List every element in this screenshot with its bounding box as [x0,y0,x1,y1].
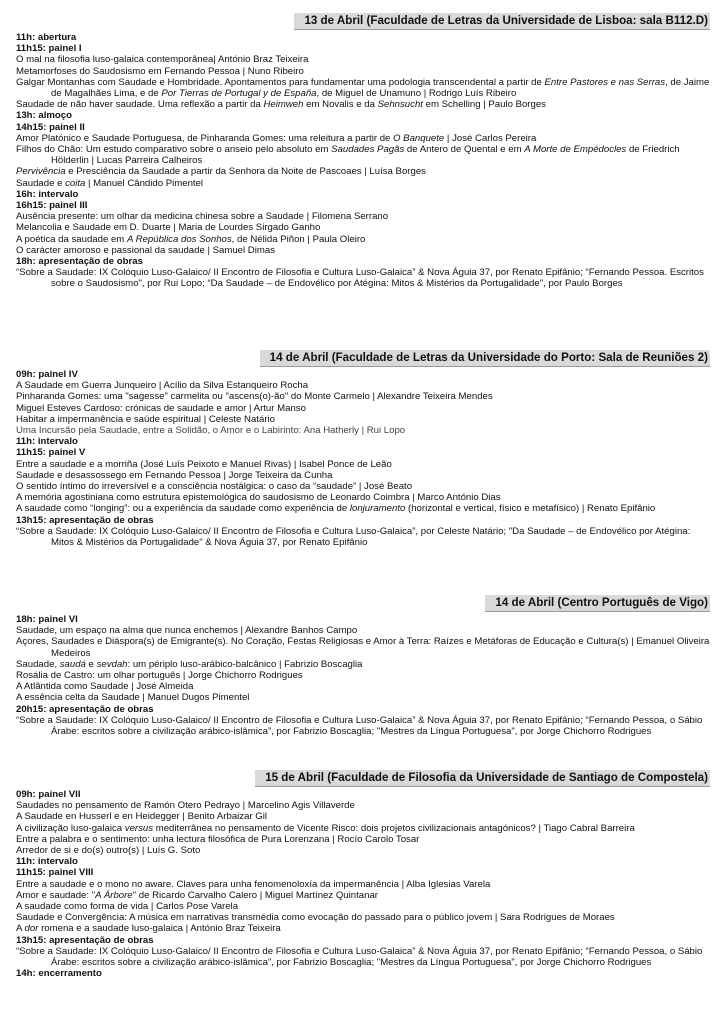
text-segment: (horizontal e vertical, físico e metafísico) | Renato Epifânio [405,503,656,515]
program-item [16,800,712,811]
program-item [16,890,712,901]
text-segment: “Sobre a Saudade: IX Colóquio Luso-Galaico/ II Encontro de Filosofia e Cultura Luso-Galaica”, por Celeste Natário; "Da Saudade – de Endovélico por Atégina: Mitos & Mistérios da Portugalidade" & Nova Águia 37, por Renato Epifânio [16,525,691,549]
text-segment: 20h15: apresentação de obras [16,703,154,715]
text-segment: Ausência presente: um olhar da medicina chinesa sobre a Saudade | Filomena Serrano [16,211,389,223]
day-header-row [0,13,724,30]
italic-title: A República dos Sonhos [126,233,232,245]
text-segment: Saudade e Convergência: A música em narrativas transmédia como evocação do passado para o público jovem | Sara Rodrigues de Moraes [16,912,615,924]
text-segment: A Saudade en Husserl e en Heidegger | Benito Arbaizar Gil [16,811,268,823]
text-segment: 11h: abertura [16,32,77,43]
italic-title: lonjuramento [349,503,406,515]
program-item [16,823,712,834]
text-segment: 09h: painel VII [16,789,81,800]
text-segment: , de Miguel de Unamuno | Rodrigo Luís Ribeiro [316,88,517,100]
program-item [16,659,712,670]
program-item [16,470,712,481]
text-segment: 11h15: painel V [16,447,86,459]
text-segment: 13h15: apresentação de obras [16,514,154,526]
day-section [0,770,724,980]
program-entries [0,32,724,290]
schedule-time [16,447,712,458]
text-segment: Saudade e [16,177,66,189]
text-segment: Entre a palabra e o sentimento: unha lectura filosófica de Pura Lorenzana | Rocío Carolo Tosar [16,833,420,845]
program-item [16,222,712,233]
program-item [16,391,712,402]
day-header: 14 de Abril (Faculdade de Letras da Universidade do Porto: Sala de Reuniões 2) [260,350,710,367]
text-segment: de Friedrich Hölderlin | Lucas Parreira Calheiros [51,144,680,167]
day-header-row [0,350,724,367]
schedule-time [16,369,712,380]
italic-title: Pervivência [16,166,66,178]
text-segment: Saudade, [16,658,60,670]
program-item [16,670,712,681]
text-segment: 11h: intervalo [16,856,78,868]
schedule-time [16,256,712,267]
text-segment: , de Jaime de Magalhães Lima, e de [51,76,710,100]
schedule-time [16,200,712,211]
program-item [16,845,712,856]
text-segment: A civilização luso-galaica [16,822,125,834]
day-header: 15 de Abril (Faculdade de Filosofia da Universidade de Santiago de Compostela) [255,770,710,787]
text-segment: O sentido íntimo do irreversível e a consciência nostálgica: o caso da “saudade” | José Beato [16,481,413,493]
text-segment: “Sobre a Saudade: IX Colóquio Luso-Galaico/ II Encontro de Filosofia e Cultura Luso-Galaica” & Nova Águia 37, por Renato Epifânio; “Fernando Pessoa. Escritos sobre o Saudosismo", por Rui Lopo; “Da Saudade – de Endovélico por Atégina: Mitos & Mistérios da Portugalidade", por Paulo Borges [16,267,704,290]
text-segment: 13h: almoço [16,110,72,122]
day-section [0,595,724,738]
day-header-row [0,595,724,612]
day-header: 14 de Abril (Centro Português de Vigo) [485,595,710,612]
text-segment: Rosália de Castro: um olhar português | Jorge Chichorro Rodrigues [16,670,303,682]
text-segment: , de Nélida Piñon | Paula Oleiro [231,233,366,245]
text-segment: Galgar Montanhas com Saudade e Hombridade. Apontamentos para fundamentar uma podologia transcendental a partir de [16,76,545,88]
text-segment: Entre a saudade e a morriña (José Luís Peixoto e Manuel Rivas) | Isabel Ponce de Leão [16,458,392,470]
schedule-time [16,110,712,121]
program-item [16,901,712,912]
text-segment: 11h: intervalo [16,436,78,448]
italic-title: Saudades Pagãs [331,144,405,156]
text-segment: 18h: painel VI [16,614,78,625]
schedule-time [16,856,712,867]
program-item [16,923,712,934]
program-item [16,636,712,658]
program-item [16,403,712,414]
text-segment: Metamorfoses do Saudosismo em Fernando Pessoa | Nuno Ribeiro [16,65,304,77]
text-segment: 16h15: painel III [16,200,88,212]
italic-title: A Árbore [95,889,133,901]
schedule-time [16,704,712,715]
schedule-time [16,789,712,800]
text-segment: A Atlântida como Saudade | José Almeida [16,681,194,693]
text-segment: Uma Incursão pela Saudade, entre a Solidão, o Amor e o Labirinto: Ana Hatherly | Rui Lopo [16,425,406,437]
program-item [16,912,712,923]
program-item [16,503,712,514]
schedule-time [16,867,712,878]
program-item [16,834,712,845]
program-item [16,715,712,737]
italic-title: Sehnsucht [377,99,423,111]
text-segment: A essência celta da Saudade | Manuel Dugos Pimentel [16,692,250,704]
text-segment: 18h: apresentação de obras [16,256,143,268]
schedule-time [16,436,712,447]
schedule-time [16,189,712,200]
text-segment: 14h15: painel II [16,121,85,133]
text-segment: 09h: painel IV [16,369,78,380]
text-segment: A memória agostiniana como estrutura epistemológica do saudosismo de Leonardo Coimbra | Marco António Dias [16,492,501,504]
text-segment: Entre a saudade e o mono no aware. Claves para unha fenomenoloxía da impermanência | Alba Iglesias Varela [16,878,491,890]
text-segment: em Novalis e da [303,99,378,111]
program-item [16,526,712,548]
text-segment: de Antero de Quental e em [404,144,525,156]
text-segment: “Sobre a Saudade: IX Colóquio Luso-Galaico/ II Encontro de Filosofia e Cultura Luso-Galaica” & Nova Águia 37, por Renato Epifânio; “Fernando Pessoa, o Sábio Árabe: escritos sobre a civilização arábico-islâmica”, por Fabrizio Boscaglia; "Mestres da Língua Portuguesa", por Jorge Chichorro Rodrigues [16,945,703,969]
text-segment: 11h15: painel VIII [16,867,94,879]
schedule-time [16,43,712,54]
program-item [16,481,712,492]
text-segment: " de Ricardo Carvalho Calero | Miguel Martínez Quintanar [132,889,378,901]
text-segment: Amor e saudade: " [16,889,96,901]
text-segment: 16h: intervalo [16,188,79,200]
text-segment: 11h15: painel I [16,43,82,55]
italic-title: Por Tierras de Portugal y de España [161,88,317,100]
text-segment: Amor Platónico e Saudade Portuguesa, de Pinharanda Gomes: uma releitura a partir de [16,132,394,144]
day-section [0,350,724,549]
day-header: 13 de Abril (Faculdade de Letras da Universidade de Lisboa: sala B112.D) [294,13,710,30]
text-segment: 13h15: apresentação de obras [16,934,154,946]
schedule-time [16,32,712,43]
program-item [16,692,712,703]
day-header-row [0,770,724,787]
schedule-time [16,935,712,946]
text-segment: romena e a saudade luso-galaica | António Braz Teixeira [38,923,281,935]
program-item [16,681,712,692]
program-item [16,380,712,391]
day-section [0,13,724,290]
text-segment: Saudades no pensamento de Ramón Otero Pedrayo | Marcelino Agis Villaverde [16,800,355,812]
text-segment: e [85,658,97,670]
program-item [16,425,712,436]
text-segment: e Presciência da Saudade a partir da Senhora da Noite de Pascoaes | Luísa Borges [65,166,426,178]
text-segment: Saudade de não haver saudade. Uma reflexão a partir da [16,99,264,111]
italic-title: Heimweh [263,99,304,111]
program-item [16,178,712,189]
italic-title: dor [24,923,39,935]
text-segment: A poética da saudade em [16,233,127,245]
program-entries [0,789,724,979]
program-item [16,144,712,166]
italic-title: saudá [59,658,86,670]
italic-title: O Banquete [393,132,445,144]
program-item [16,166,712,177]
text-segment: A saudade como forma de vida | Carlos Pose Varela [16,901,239,913]
schedule-time [16,968,712,979]
program-item [16,625,712,636]
text-segment: Arredor de si e do(s) outro(s) | Luís G. Soto [16,845,201,857]
program-item [16,99,712,110]
text-segment: Filhos do Chão: Um estudo comparativo sobre o anseio pelo absoluto em [16,144,332,156]
text-segment: : um périplo luso-arábico-balcânico | Fabrizio Boscaglia [127,658,363,670]
program-item [16,414,712,425]
program-item [16,459,712,470]
text-segment: A Saudade em Guerra Junqueiro | Acílio da Silva Estanqueiro Rocha [16,380,309,392]
schedule-time [16,614,712,625]
text-segment: | José Carlos Pereira [444,132,537,144]
program-item [16,211,712,222]
program-item [16,54,712,65]
program-item [16,133,712,144]
text-segment: Açores, Saudades e Diáspora(s) de Emigrante(s). No Coração, Festas Religiosas e Amor à Terra: Raízes e Metáforas de Educação e Cultura(s) | Emanuel Oliveira Medeiros [16,636,710,659]
italic-title: A Morte de Empédocles [524,144,627,156]
program-entries [0,614,724,737]
program-item [16,66,712,77]
schedule-time [16,515,712,526]
text-segment: Melancolia e Saudade em D. Duarte | Maria de Lourdes Sirgado Ganho [16,222,321,234]
text-segment: O carácter amoroso e passional da saudade | Samuel Dimas [16,244,275,256]
text-segment: | Manuel Cândido Pimentel [85,177,204,189]
text-segment: Saudade, um espaço na alma que nunca enchemos | Alexandre Banhos Campo [16,625,358,637]
program-item [16,77,712,99]
text-segment: Saudade e desassossego em Fernando Pessoa | Jorge Teixeira da Cunha [16,469,333,481]
text-segment: Pinharanda Gomes: uma "sagesse" carmelita ou "ascens(o)-ão" do Monte Carmelo | Alexandre Teixeira Mendes [16,391,493,403]
italic-title: Entre Pastores e nas Serras [544,76,666,88]
text-segment: O mal na filosofia luso-galaica contemporânea| António Braz Teixeira [16,54,309,66]
text-segment: “Sobre a Saudade: IX Colóquio Luso-Galaico/ II Encontro de Filosofia e Cultura Luso-Galaica” & Nova Águia 37, por Renato Epifânio; “Fernando Pessoa, o Sábio Árabe: escritos sobre a civilização arábico-islâmica”, por Fabrizio Boscaglia; "Mestres da Língua Portuguesa", por Jorge Chichorro Rodrigues [16,714,703,738]
program-item [16,234,712,245]
italic-title: coita [65,177,86,189]
program-item [16,879,712,890]
program-item [16,245,712,256]
text-segment: Habitar a impermanência e saúde espiritual | Celeste Natário [16,413,275,425]
text-segment: Miguel Esteves Cardoso: crónicas de saudade e amor | Artur Manso [16,402,306,414]
program-item [16,811,712,822]
program-item [16,946,712,968]
text-segment: A saudade como “longing”: ou a experiência da saudade como experiência de [16,503,350,515]
text-segment: mediterrânea no pensamento de Vicente Risco: dois projetos civilizacionais antagónicos? | Tiago Cabral Barreira [153,822,635,834]
text-segment: em Schelling | Paulo Borges [422,99,546,111]
program-item [16,267,712,289]
program-item [16,492,712,503]
text-segment: 14h: encerramento [16,968,102,980]
text-segment: A [16,923,25,935]
schedule-time [16,122,712,133]
program-entries [0,369,724,548]
italic-title: versus [124,822,154,834]
italic-title: sevdah [96,658,128,670]
